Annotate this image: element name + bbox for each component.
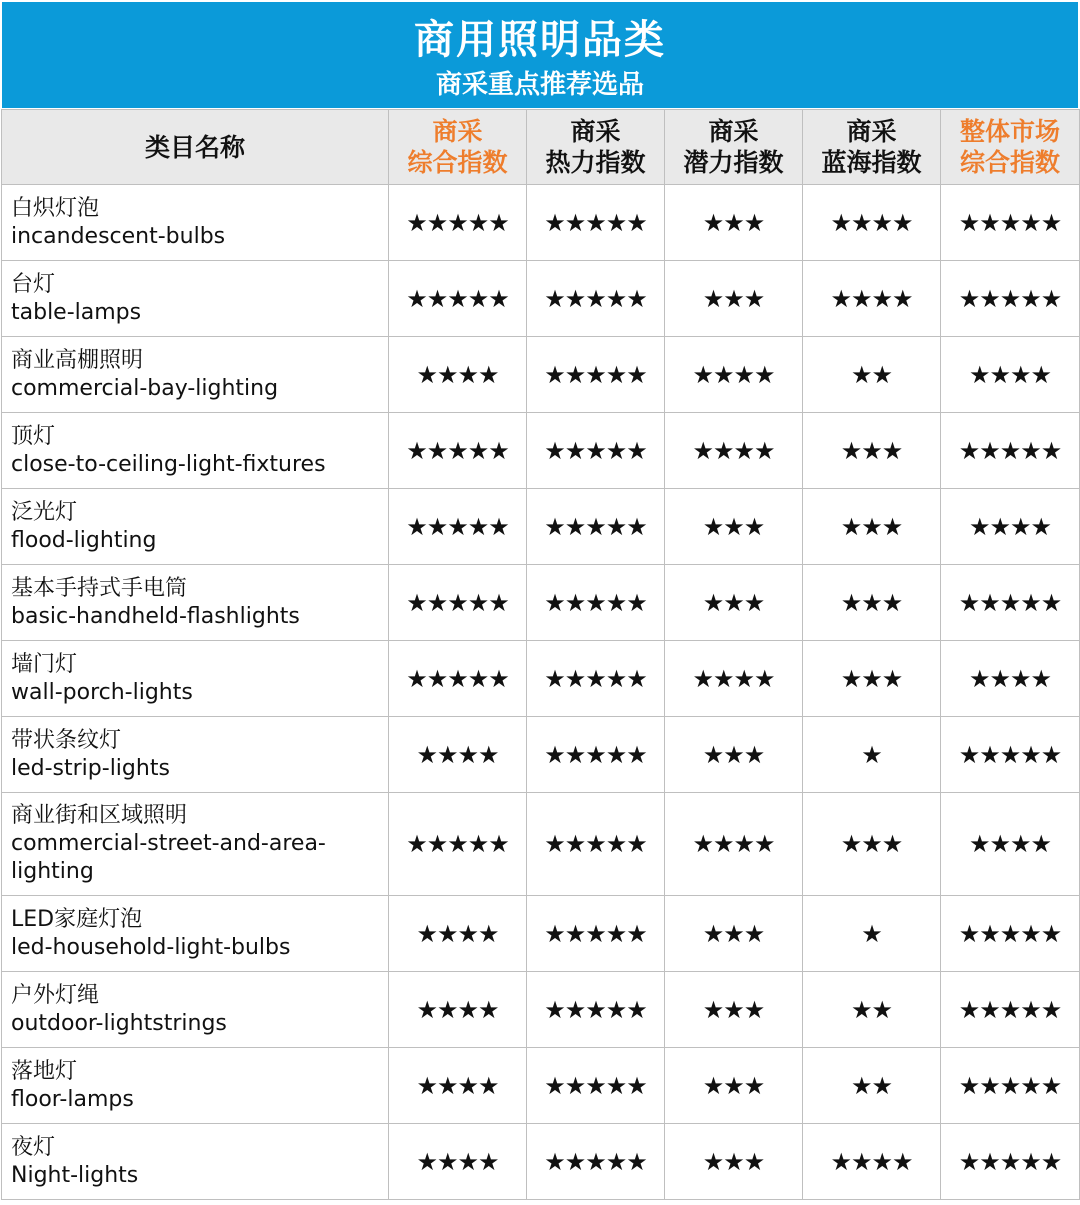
rating-composite-stars: ★★★★★: [389, 641, 527, 717]
category-name-cn: 白炽灯泡: [11, 195, 100, 221]
header-label: 整体市场: [959, 117, 1060, 146]
header-label: 蓝海指数: [821, 148, 922, 177]
table-row: [2, 261, 1080, 337]
category-name-en: Night-lights: [11, 1162, 139, 1188]
rating-market-composite-stars: ★★★★★: [941, 565, 1080, 641]
rating-market-composite-stars: ★★★★★: [941, 1124, 1080, 1200]
table-row: [2, 489, 1080, 565]
rating-market-composite-stars: ★★★★: [941, 793, 1080, 896]
category-name-cell: [2, 185, 389, 261]
category-name-en: floor-lamps: [11, 1086, 134, 1112]
header-composite-index: [389, 110, 527, 185]
rating-blue-ocean-stars: ★★: [803, 972, 941, 1048]
rating-potential-stars: ★★★: [665, 261, 803, 337]
header-label: 商采: [846, 117, 897, 146]
rating-potential-stars: ★★★: [665, 1124, 803, 1200]
rating-blue-ocean-stars: ★★★: [803, 413, 941, 489]
rating-market-composite-stars: ★★★★: [941, 337, 1080, 413]
rating-blue-ocean-stars: ★★: [803, 1048, 941, 1124]
category-name-en: incandescent-bulbs: [11, 223, 226, 249]
rating-composite-stars: ★★★★: [389, 717, 527, 793]
rating-composite-stars: ★★★★: [389, 896, 527, 972]
rating-heat-stars: ★★★★★: [527, 793, 665, 896]
category-name-en: flood-lighting: [11, 527, 157, 553]
rating-market-composite-stars: ★★★★★: [941, 185, 1080, 261]
table-header-row: [2, 110, 1080, 185]
rating-composite-stars: ★★★★: [389, 972, 527, 1048]
rating-blue-ocean-stars: ★: [803, 896, 941, 972]
category-name-cell: [2, 1124, 389, 1200]
rating-potential-stars: ★★★: [665, 185, 803, 261]
category-name-cn: 夜灯: [11, 1134, 56, 1160]
rating-heat-stars: ★★★★★: [527, 413, 665, 489]
header-label: 商采: [708, 117, 759, 146]
page-subtitle: 商采重点推荐选品: [435, 70, 644, 100]
header-label: 热力指数: [545, 148, 646, 177]
header-label: 商采: [570, 117, 621, 146]
table-row: [2, 337, 1080, 413]
rating-market-composite-stars: ★★★★★: [941, 413, 1080, 489]
category-name-cn: LED家庭灯泡: [11, 906, 143, 932]
category-name-cell: [2, 717, 389, 793]
category-name-cell: [2, 337, 389, 413]
header-category-name: [2, 110, 389, 185]
table-row: [2, 1048, 1080, 1124]
category-name-en: commercial-bay-lighting: [11, 375, 279, 401]
category-name-en: basic-handheld-flashlights: [11, 603, 300, 629]
rating-market-composite-stars: ★★★★★: [941, 972, 1080, 1048]
table-row: [2, 793, 1080, 896]
category-name-cell: [2, 261, 389, 337]
category-name-cn: 顶灯: [11, 423, 56, 449]
rating-market-composite-stars: ★★★★: [941, 641, 1080, 717]
rating-potential-stars: ★★★: [665, 565, 803, 641]
category-name-en: table-lamps: [11, 299, 142, 325]
table-row: [2, 185, 1080, 261]
category-name-en: close-to-ceiling-light-fixtures: [11, 451, 326, 477]
rating-market-composite-stars: ★★★★★: [941, 896, 1080, 972]
category-name-cell: [2, 565, 389, 641]
rating-market-composite-stars: ★★★★: [941, 489, 1080, 565]
rating-blue-ocean-stars: ★★★: [803, 641, 941, 717]
rating-blue-ocean-stars: ★★★: [803, 565, 941, 641]
category-name-cell: [2, 972, 389, 1048]
category-name-en: commercial-street-and-area-lighting: [11, 831, 326, 884]
rating-heat-stars: ★★★★★: [527, 565, 665, 641]
category-rating-table: [1, 109, 1080, 1200]
category-name-cn: 商业高棚照明: [11, 347, 144, 373]
rating-heat-stars: ★★★★★: [527, 261, 665, 337]
rating-composite-stars: ★★★★★: [389, 793, 527, 896]
rating-composite-stars: ★★★★: [389, 1048, 527, 1124]
rating-blue-ocean-stars: ★★★: [803, 793, 941, 896]
header-label: 潜力指数: [683, 148, 784, 177]
rating-potential-stars: ★★★: [665, 896, 803, 972]
rating-blue-ocean-stars: ★★★★: [803, 261, 941, 337]
rating-heat-stars: ★★★★★: [527, 337, 665, 413]
category-name-cell: [2, 1048, 389, 1124]
rating-potential-stars: ★★★: [665, 972, 803, 1048]
header-label: 综合指数: [959, 148, 1060, 177]
header-label: 类目名称: [144, 132, 245, 162]
table-row: [2, 641, 1080, 717]
category-name-cn: 落地灯: [11, 1058, 78, 1084]
rating-market-composite-stars: ★★★★★: [941, 1048, 1080, 1124]
header-blue-ocean-index: [803, 110, 941, 185]
header-heat-index: [527, 110, 665, 185]
rating-potential-stars: ★★★★: [665, 337, 803, 413]
rating-composite-stars: ★★★★★: [389, 261, 527, 337]
category-name-cn: 台灯: [11, 271, 56, 297]
rating-composite-stars: ★★★★: [389, 337, 527, 413]
table-row: [2, 565, 1080, 641]
rating-composite-stars: ★★★★★: [389, 413, 527, 489]
category-name-cell: [2, 896, 389, 972]
rating-composite-stars: ★★★★: [389, 1124, 527, 1200]
rating-heat-stars: ★★★★★: [527, 489, 665, 565]
rating-heat-stars: ★★★★★: [527, 1124, 665, 1200]
rating-potential-stars: ★★★: [665, 489, 803, 565]
category-name-en: outdoor-lightstrings: [11, 1010, 227, 1036]
rating-market-composite-stars: ★★★★★: [941, 717, 1080, 793]
rating-potential-stars: ★★★: [665, 1048, 803, 1124]
rating-blue-ocean-stars: ★★★★: [803, 185, 941, 261]
rating-blue-ocean-stars: ★★: [803, 337, 941, 413]
rating-heat-stars: ★★★★★: [527, 641, 665, 717]
table-body: [2, 185, 1080, 1200]
rating-heat-stars: ★★★★★: [527, 896, 665, 972]
category-name-cn: 基本手持式手电筒: [11, 575, 188, 601]
rating-heat-stars: ★★★★★: [527, 185, 665, 261]
header-label: 综合指数: [407, 148, 508, 177]
page-title: 商用照明品类: [414, 17, 666, 63]
rating-market-composite-stars: ★★★★★: [941, 261, 1080, 337]
table-row: [2, 896, 1080, 972]
category-name-cn: 墙门灯: [11, 651, 78, 677]
rating-blue-ocean-stars: ★★★★: [803, 1124, 941, 1200]
category-name-cn: 商业街和区域照明: [11, 803, 188, 828]
title-banner: [2, 2, 1078, 108]
table-row: [2, 413, 1080, 489]
table-row: [2, 717, 1080, 793]
category-name-cell: [2, 793, 389, 896]
rating-heat-stars: ★★★★★: [527, 972, 665, 1048]
rating-heat-stars: ★★★★★: [527, 1048, 665, 1124]
table-row: [2, 1124, 1080, 1200]
header-potential-index: [665, 110, 803, 185]
category-name-cell: [2, 489, 389, 565]
rating-potential-stars: ★★★: [665, 717, 803, 793]
rating-heat-stars: ★★★★★: [527, 717, 665, 793]
rating-blue-ocean-stars: ★: [803, 717, 941, 793]
header-market-composite-index: [941, 110, 1080, 185]
header-label: 商采: [432, 117, 483, 146]
category-name-cn: 泛光灯: [11, 499, 78, 525]
rating-composite-stars: ★★★★★: [389, 565, 527, 641]
category-name-en: wall-porch-lights: [11, 679, 193, 705]
category-name-cell: [2, 641, 389, 717]
category-name-en: led-strip-lights: [11, 755, 170, 781]
category-name-cell: [2, 413, 389, 489]
rating-potential-stars: ★★★★: [665, 413, 803, 489]
category-name-cn: 带状条纹灯: [11, 727, 122, 753]
rating-composite-stars: ★★★★★: [389, 489, 527, 565]
rating-potential-stars: ★★★★: [665, 793, 803, 896]
category-name-en: led-household-light-bulbs: [11, 934, 291, 960]
category-name-cn: 户外灯绳: [11, 982, 100, 1008]
table-row: [2, 972, 1080, 1048]
rating-composite-stars: ★★★★★: [389, 185, 527, 261]
rating-blue-ocean-stars: ★★★: [803, 489, 941, 565]
rating-potential-stars: ★★★★: [665, 641, 803, 717]
